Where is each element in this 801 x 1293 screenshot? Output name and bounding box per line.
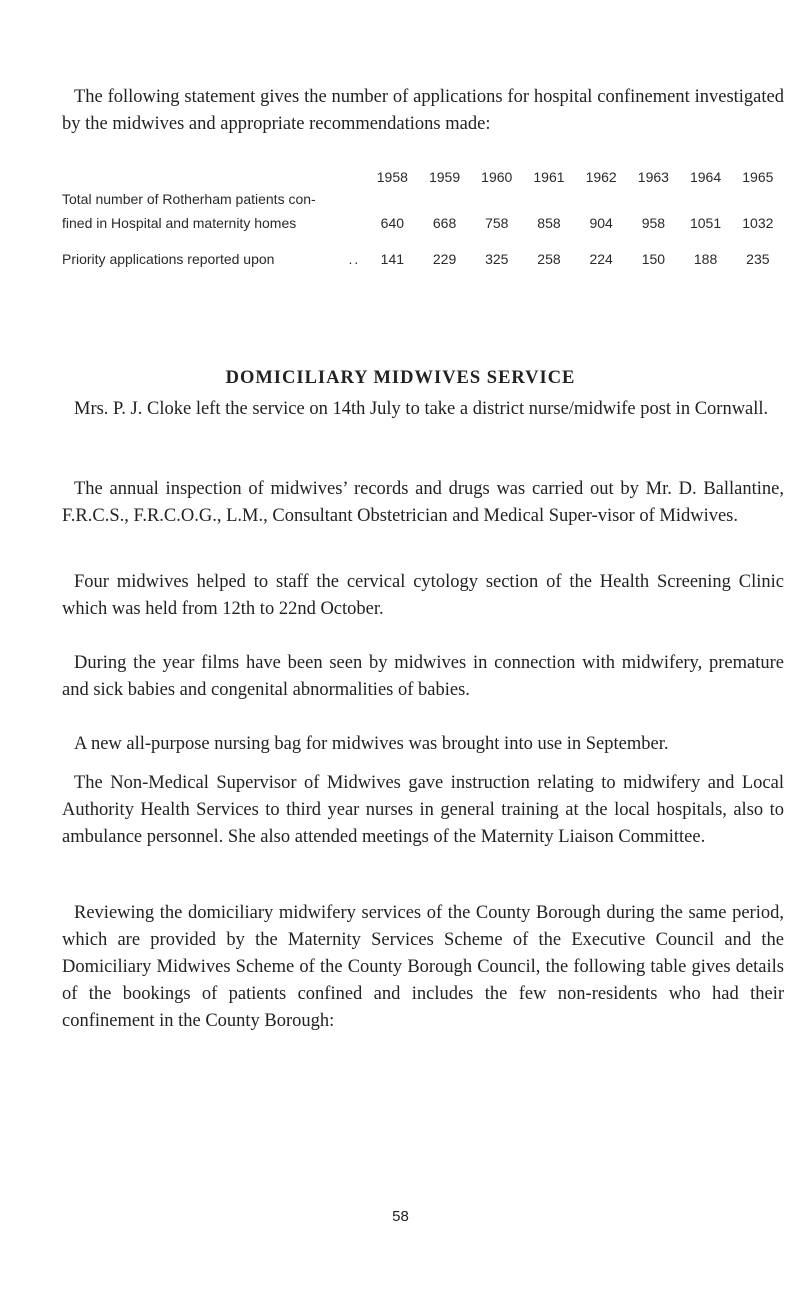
- table-cell: 858: [537, 215, 561, 231]
- year-header: 1959: [428, 169, 461, 185]
- table-row: [62, 207, 784, 231]
- row-label: [62, 245, 366, 267]
- table-cell: 1032: [742, 215, 774, 231]
- table-row: [62, 185, 784, 207]
- table-header-row: [62, 163, 784, 185]
- table-cell: 188: [693, 251, 718, 267]
- table-cell: 235: [746, 251, 770, 267]
- paragraph: During the year films have been seen by midwives in connection with midwifery, premature and sick babies and congenital abnormalities of babies.: [62, 653, 784, 700]
- table-cell: 141: [380, 251, 405, 267]
- applications-table: [62, 163, 784, 267]
- year-header: 1964: [689, 169, 722, 185]
- row-label-line1: Total number of Rotherham patients con-: [62, 191, 316, 207]
- paragraph: The Non-Medical Supervisor of Midwives gave instruction relating to midwifery and Local Authority Health Services to third year nurses in general training at the local hospitals, also to ambulance personnel. She also attended meetings of the Maternity Liaison Committee.: [62, 773, 784, 847]
- leader-dots: ..: [348, 251, 361, 267]
- paragraph: Four midwives helped to staff the cervical cytology section of the Health Screening Clinic which was held from 12th to 22nd October.: [62, 572, 784, 619]
- table-cell: 640: [380, 215, 405, 231]
- table-cell: 224: [589, 251, 613, 267]
- paragraph: Reviewing the domiciliary midwifery services of the County Borough during the same period, which are provided by the Maternity Services Scheme of the Executive Council and the Domiciliary Midwives Scheme of the County Borough Council, the following table gives details of the bookings of patients confined and includes the few non-residents who had their confinement in the County Borough:: [62, 903, 784, 1031]
- year-header: 1958: [376, 169, 408, 185]
- row-label-text: Priority applications reported upon: [62, 251, 275, 267]
- paragraph: Mrs. P. J. Cloke left the service on 14th July to take a district nurse/midwife post in Cornwall.: [74, 399, 769, 419]
- table-cell: 1051: [689, 215, 722, 231]
- year-header: 1962: [585, 169, 617, 185]
- table-row: [62, 245, 784, 267]
- table-header-blank: [62, 163, 366, 185]
- section-heading: DOMICILIARY MIDWIVES SERVICE: [225, 368, 576, 388]
- table-cell: 258: [537, 251, 561, 267]
- intro-paragraph: The following statement gives the number of applications for hospital confinement investigated by the midwives and appropriate recommendations made:: [62, 87, 784, 134]
- year-header: 1961: [533, 169, 565, 185]
- page-number: 58: [392, 1208, 409, 1225]
- table-cell: 150: [641, 251, 666, 267]
- table-cell: 904: [589, 215, 613, 231]
- table-cell: 229: [432, 251, 457, 267]
- table-cell: 325: [485, 251, 509, 267]
- row-label-line2: fined in Hospital and maternity homes: [62, 215, 297, 231]
- table-cell: 958: [641, 215, 666, 231]
- year-header: 1965: [742, 169, 774, 185]
- year-header: 1960: [481, 169, 513, 185]
- paragraph: The annual inspection of midwives’ records and drugs was carried out by Mr. D. Ballantine, F.R.C.S., F.R.C.O.G., L.M., Consultant Obstetrician and Medical Super-visor of Midwives.: [62, 479, 784, 526]
- table-cell: 668: [432, 215, 457, 231]
- year-header: 1963: [637, 169, 669, 185]
- paragraph: A new all-purpose nursing bag for midwives was brought into use in September.: [74, 734, 669, 754]
- table-cell: 758: [485, 215, 509, 231]
